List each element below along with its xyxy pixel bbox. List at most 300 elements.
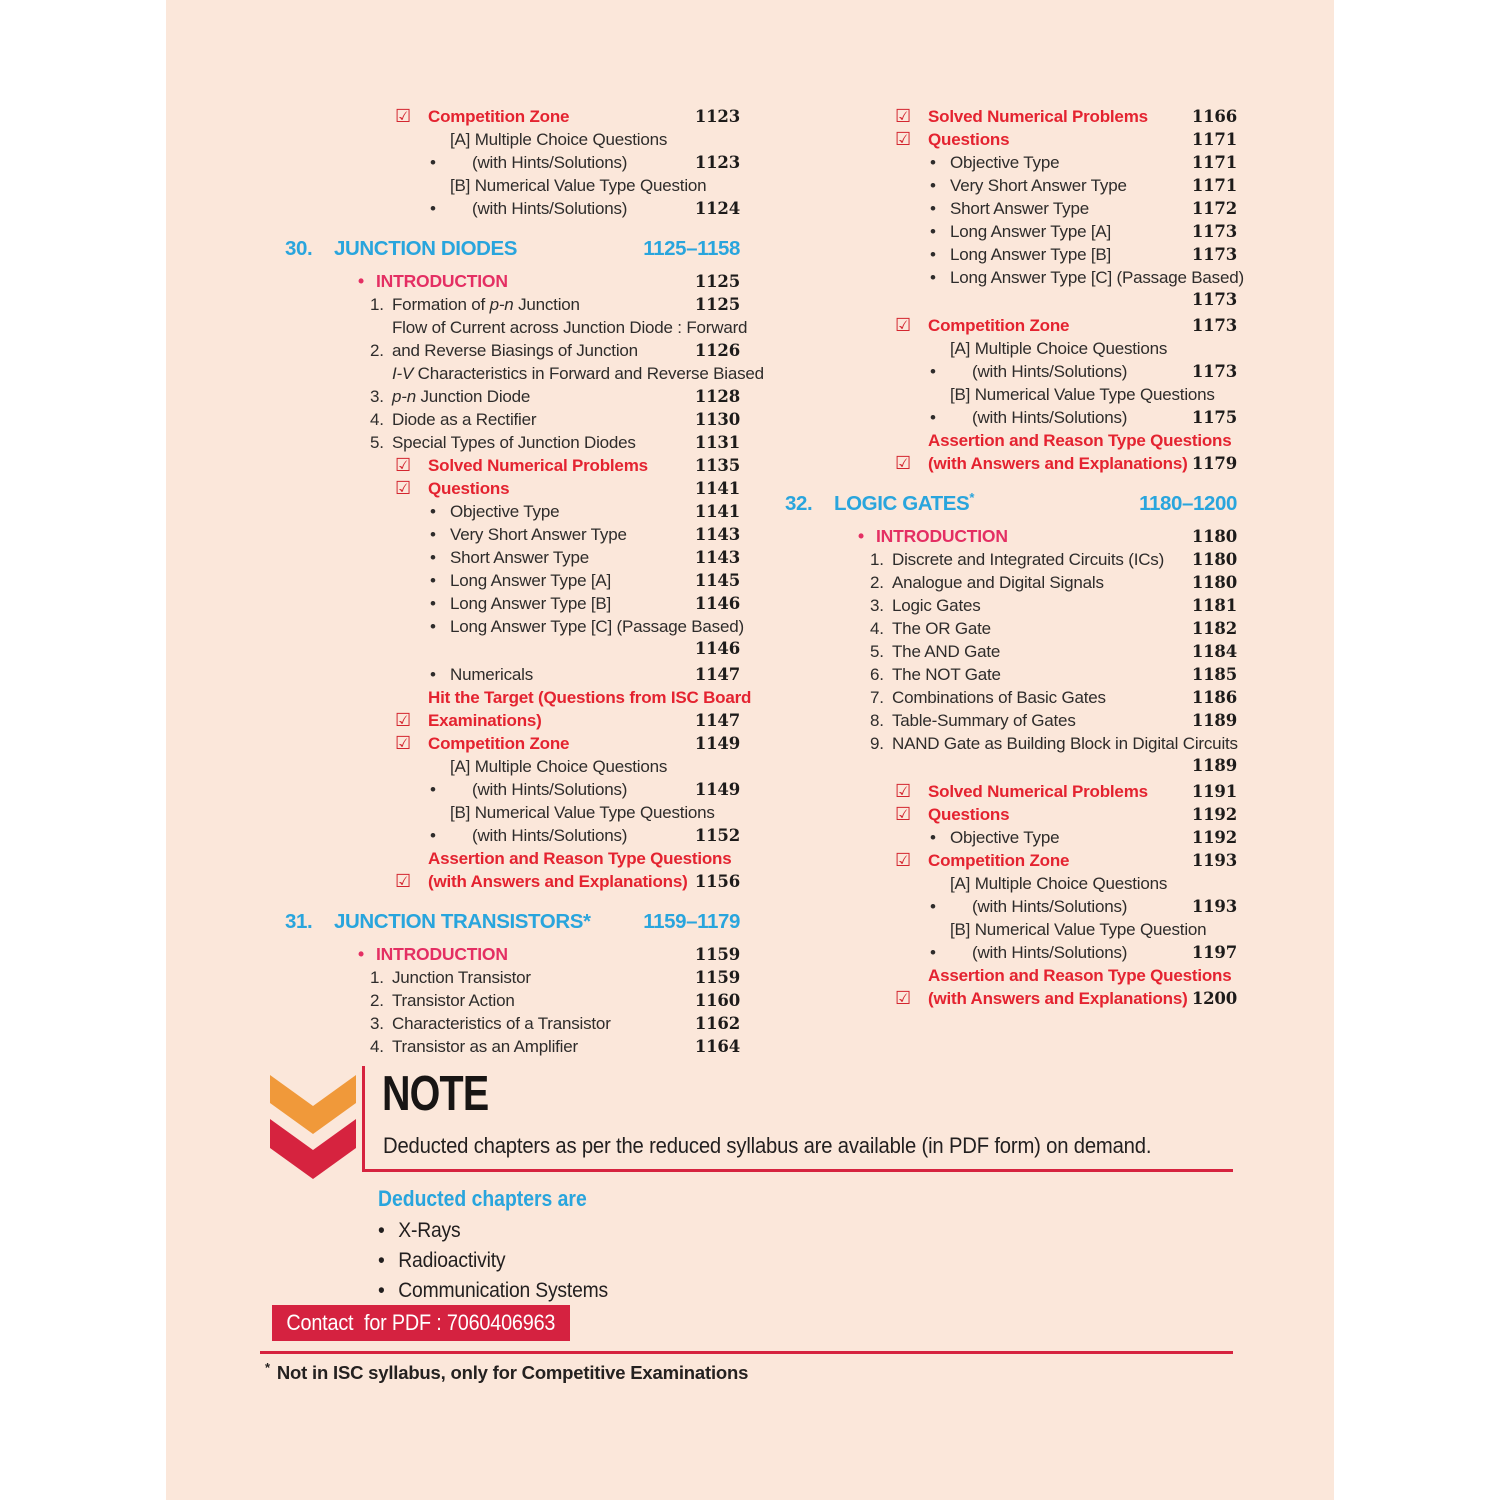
toc-entry: [785, 849, 1237, 872]
toc-entry: [785, 918, 1237, 964]
entry-line: Hit the Target (Questions from ISC Board: [428, 688, 752, 707]
bullet-icon: •: [430, 665, 436, 684]
toc-subitem: [285, 546, 740, 569]
entry-line: Analogue and Digital Signals: [892, 573, 1104, 592]
page-number: 1175: [1191, 408, 1237, 427]
entry-line: Competition Zone: [428, 734, 570, 753]
entry-line: Competition Zone: [928, 316, 1070, 335]
entry-line: Transistor as an Amplifier: [392, 1037, 578, 1056]
item-text: [892, 617, 1186, 640]
intro-label: INTRODUCTION: [876, 526, 1008, 546]
chapter-number: 30.: [285, 237, 313, 260]
page-number: 1159: [694, 945, 740, 964]
entry-line: (with Hints/Solutions): [972, 408, 1128, 427]
bullet-icon: •: [930, 943, 936, 962]
toc-entry: [285, 270, 740, 293]
toc-entry: [285, 293, 740, 316]
toc-entry: [785, 429, 1237, 475]
page-number: 1166: [1191, 107, 1237, 126]
entry-line: Competition Zone: [928, 851, 1070, 870]
toc-subitem: [785, 220, 1237, 243]
page-number: 1181: [1191, 596, 1237, 615]
toc-entry: [285, 454, 740, 477]
item-text: [892, 732, 1237, 755]
bullet-icon: •: [930, 153, 936, 172]
chapter-page-range: 1180–1200: [1139, 492, 1237, 515]
entry-line: Junction Transistor: [392, 968, 531, 987]
item-number: 3.: [370, 1014, 384, 1033]
entry-line: Logic Gates: [892, 596, 981, 615]
bullet-icon: •: [930, 268, 936, 287]
toc-entry: [285, 523, 740, 546]
entry-line: Questions: [928, 805, 1010, 824]
checkbox-icon: ☑: [395, 455, 411, 475]
bullet-icon: •: [930, 222, 936, 241]
page-number: 1200: [1191, 989, 1237, 1008]
bullet-icon: •: [430, 153, 436, 172]
item-number: 9.: [870, 734, 884, 753]
bullet-icon: •: [858, 526, 864, 546]
page-number: 1160: [694, 991, 740, 1010]
entry-line: The AND Gate: [892, 642, 1001, 661]
list-item: [378, 1276, 608, 1306]
entry-line: (with Hints/Solutions): [472, 153, 628, 172]
note-underline: [362, 1169, 1233, 1172]
toc-section: [285, 477, 740, 500]
checkbox-icon: ☑: [895, 315, 911, 335]
note-text: Deducted chapters as per the reduced syllabus are available (in PDF form) on demand.: [383, 1133, 1152, 1158]
toc-entry: [785, 105, 1237, 128]
toc-entry: [285, 105, 740, 128]
toc-column-left: [285, 105, 764, 1058]
toc-item: [285, 293, 740, 316]
item-text: [392, 293, 689, 316]
page-number: 1123: [694, 153, 740, 172]
footnote: [265, 1359, 749, 1384]
item-text: [392, 1035, 689, 1058]
item-number: 8.: [870, 711, 884, 730]
toc-entry: [285, 663, 740, 686]
entry-line: (with Hints/Solutions): [472, 199, 628, 218]
toc-section: [785, 803, 1237, 826]
bullet-icon: •: [430, 826, 436, 845]
toc-entry: [785, 826, 1237, 849]
page-number: 1123: [694, 107, 740, 126]
item-text: [450, 592, 689, 615]
deducted-chapters-heading: Deducted chapters are: [378, 1186, 587, 1211]
bullet-icon: •: [430, 780, 436, 799]
item-text: [892, 548, 1186, 571]
toc-section: [785, 849, 1237, 872]
section-label: [428, 477, 689, 500]
item-text: [892, 594, 1186, 617]
page-number: 1192: [1191, 805, 1237, 824]
toc-entry: [285, 569, 740, 592]
toc-entry: [285, 989, 740, 1012]
entry-line: Numericals: [450, 665, 534, 684]
toc-entry: [285, 943, 740, 966]
toc-subitem: [285, 592, 740, 615]
toc-entry: [785, 686, 1237, 709]
toc-subitem: [785, 337, 1237, 383]
toc-entry: [785, 571, 1237, 594]
item-number: 2.: [370, 341, 384, 360]
section-label: [428, 105, 689, 128]
checkbox-icon: ☑: [395, 106, 411, 126]
item-text: [950, 220, 1186, 243]
bullet-icon: •: [430, 502, 436, 521]
page-number: 1141: [694, 502, 740, 521]
checkbox-icon: ☑: [895, 850, 911, 870]
checkbox-icon: ☑: [895, 781, 911, 801]
entry-line: Competition Zone: [428, 107, 570, 126]
entry-line: Questions: [428, 479, 510, 498]
toc-entry: [785, 732, 1237, 777]
toc-entry: [785, 594, 1237, 617]
item-text: [950, 872, 1186, 918]
contact-pdf-banner: [272, 1305, 570, 1341]
entry-line: Formation of p-n Junction: [392, 295, 580, 314]
toc-subitem: [285, 569, 740, 592]
checkbox-icon: ☑: [895, 106, 911, 126]
toc-intro: [785, 525, 1237, 548]
toc-subitem: [285, 663, 740, 686]
page-number: 1162: [694, 1014, 740, 1033]
page-number: 1147: [694, 665, 740, 684]
toc-subitem: [785, 151, 1237, 174]
item-text: [950, 243, 1186, 266]
page-number: 1156: [694, 872, 740, 891]
toc-intro: [285, 943, 740, 966]
toc-section: [785, 964, 1237, 1010]
toc-entry: [285, 1035, 740, 1058]
entry-line: (with Hints/Solutions): [472, 826, 628, 845]
toc-item: [285, 1035, 740, 1058]
entry-line: (with Answers and Explanations): [928, 454, 1188, 473]
item-number: 7.: [870, 688, 884, 707]
page-number: 1173: [1191, 362, 1237, 381]
toc-subitem: [785, 918, 1237, 964]
chapter-asterisk: *: [969, 490, 974, 506]
toc-item: [285, 408, 740, 431]
page-number: 1143: [694, 525, 740, 544]
toc-entry: [785, 709, 1237, 732]
toc-entry: [285, 316, 748, 362]
entry-line: Flow of Current across Junction Diode : Forward: [392, 318, 748, 337]
item-number: 6.: [870, 665, 884, 684]
toc-item: [285, 316, 748, 362]
footer-rule: [260, 1351, 1233, 1354]
toc-entry: [785, 128, 1237, 151]
toc-subitem: [785, 872, 1237, 918]
toc-entry: [285, 500, 740, 523]
item-text: [892, 571, 1186, 594]
toc-item: [785, 640, 1237, 663]
toc-entry: [785, 964, 1237, 1010]
checkbox-icon: ☑: [895, 804, 911, 824]
entry-line: Examinations): [428, 711, 542, 730]
list-item: [378, 1246, 608, 1276]
toc-entry: [285, 686, 752, 732]
toc-entry: [285, 546, 740, 569]
item-number: 4.: [370, 1037, 384, 1056]
entry-line: (with Hints/Solutions): [972, 362, 1128, 381]
toc-subitem: [285, 523, 740, 546]
page-number: 1180: [1191, 527, 1237, 546]
page-number: 1171: [1191, 176, 1237, 195]
page-number: 1189: [1191, 711, 1237, 730]
entry-line: Objective Type: [950, 828, 1060, 847]
entry-line: Characteristics of a Transistor: [392, 1014, 611, 1033]
section-label: [428, 732, 689, 755]
item-number: 1.: [370, 295, 384, 314]
toc-entry: [785, 803, 1237, 826]
toc-subitem: [785, 197, 1237, 220]
item-number: 2.: [370, 991, 384, 1010]
toc-item: [785, 686, 1237, 709]
entry-line: Assertion and Reason Type Questions: [928, 431, 1232, 450]
entry-line: Long Answer Type [C] (Passage Based): [950, 268, 1244, 287]
bullet-icon: •: [430, 199, 436, 218]
entry-line: (with Answers and Explanations): [428, 872, 688, 891]
chapter-page-range: 1125–1158: [643, 237, 740, 260]
item-text: [450, 174, 707, 220]
page-number: 1149: [694, 780, 740, 799]
bullet-icon: •: [930, 362, 936, 381]
page-number: 1146: [694, 639, 740, 658]
page-number: 1171: [1191, 153, 1237, 172]
bullet-icon: •: [358, 271, 364, 291]
toc-entry: [785, 220, 1237, 243]
bullet-icon: •: [430, 548, 436, 567]
toc-chapter: [785, 490, 1237, 518]
toc-subitem: [285, 500, 740, 523]
entry-line: NAND Gate as Building Block in Digital Circuits: [892, 734, 1238, 753]
item-text: [392, 408, 689, 431]
toc-entry: [285, 615, 744, 660]
entry-line: [A] Multiple Choice Questions: [950, 874, 1168, 893]
bullet-icon: •: [378, 1219, 385, 1242]
entry-line: Solved Numerical Problems: [928, 107, 1148, 126]
entry-line: Questions: [928, 130, 1010, 149]
page-number: 1126: [694, 341, 740, 360]
toc-subitem: [785, 383, 1237, 429]
entry-line: Assertion and Reason Type Questions: [428, 849, 732, 868]
list-item-text: X-Rays: [398, 1219, 461, 1242]
deducted-chapters-list: [378, 1216, 628, 1306]
entry-line: Very Short Answer Type: [950, 176, 1127, 195]
bullet-icon: •: [430, 525, 436, 544]
section-label: [928, 780, 1186, 803]
entry-line: Long Answer Type [C] (Passage Based): [450, 617, 744, 636]
page-number: 1189: [1191, 756, 1237, 775]
toc-entry: [285, 235, 740, 263]
toc-subitem: [285, 128, 740, 174]
toc-entry: [785, 151, 1237, 174]
item-text: [950, 174, 1186, 197]
page-number: 1180: [1191, 573, 1237, 592]
toc-subitem: [785, 266, 1244, 289]
page-number: 1173: [1191, 222, 1237, 241]
bullet-icon: •: [430, 594, 436, 613]
toc-entry: [285, 431, 740, 454]
page-number: 1185: [1191, 665, 1237, 684]
list-item: [378, 1216, 608, 1246]
item-text: [450, 546, 689, 569]
page-number: 1145: [694, 571, 740, 590]
entry-line: p-n Junction Diode: [392, 387, 531, 406]
checkbox-icon: ☑: [895, 453, 911, 473]
page-number: 1192: [1191, 828, 1237, 847]
note-chevron-icon: [270, 1075, 356, 1187]
toc-entry: [785, 780, 1237, 803]
toc-entry: [285, 408, 740, 431]
item-text: [950, 266, 1244, 289]
entry-line: Solved Numerical Problems: [428, 456, 648, 475]
item-number: 1.: [370, 968, 384, 987]
toc-entry: [285, 174, 740, 220]
bullet-icon: •: [930, 176, 936, 195]
bullet-icon: •: [930, 199, 936, 218]
intro-label: INTRODUCTION: [376, 944, 508, 964]
entry-line: Discrete and Integrated Circuits (ICs): [892, 550, 1165, 569]
toc-entry: [785, 383, 1237, 429]
checkbox-icon: ☑: [395, 710, 411, 730]
toc-section: [785, 780, 1237, 803]
toc-subitem: [785, 243, 1237, 266]
entry-line: [B] Numerical Value Type Question: [950, 920, 1207, 939]
page-number: 1191: [1191, 782, 1237, 801]
list-item-text: Communication Systems: [398, 1279, 609, 1302]
entry-line: [B] Numerical Value Type Questions: [450, 803, 715, 822]
page-number: 1193: [1191, 851, 1237, 870]
item-text: [892, 640, 1186, 663]
entry-line: Assertion and Reason Type Questions: [928, 966, 1232, 985]
item-text: [450, 615, 744, 638]
entry-line: and Reverse Biasings of Junction: [392, 341, 638, 360]
toc-entry: [785, 525, 1237, 548]
intro-label: INTRODUCTION: [376, 271, 508, 291]
toc-entry: [785, 174, 1237, 197]
entry-line: [A] Multiple Choice Questions: [450, 757, 668, 776]
toc-entry: [285, 128, 740, 174]
chapter-page-range: 1159–1179: [643, 910, 740, 933]
page-number: 1164: [694, 1037, 740, 1056]
entry-line: The NOT Gate: [892, 665, 1001, 684]
entry-line: Short Answer Type: [950, 199, 1089, 218]
page-number: 1143: [694, 548, 740, 567]
toc-entry: [285, 966, 740, 989]
checkbox-icon: ☑: [395, 733, 411, 753]
item-text: [450, 755, 689, 801]
bullet-icon: •: [378, 1279, 385, 1302]
item-text: [950, 826, 1186, 849]
page-number: 1159: [694, 968, 740, 987]
item-text: [950, 151, 1186, 174]
item-number: 4.: [370, 410, 384, 429]
bullet-icon: •: [430, 571, 436, 590]
list-item-text: Radioactivity: [398, 1249, 506, 1272]
item-text: [450, 801, 715, 847]
entry-line: [B] Numerical Value Type Questions: [950, 385, 1215, 404]
item-text: [392, 989, 689, 1012]
page-number: 1141: [694, 479, 740, 498]
toc-item: [785, 548, 1237, 571]
checkbox-icon: ☑: [895, 988, 911, 1008]
item-text: [950, 337, 1186, 383]
section-label: [928, 105, 1186, 128]
page-number: 1184: [1191, 642, 1237, 661]
item-text: [392, 966, 689, 989]
page-number: 1135: [694, 456, 740, 475]
section-label: [928, 803, 1186, 826]
page-number: 1125: [694, 295, 740, 314]
bullet-icon: •: [430, 617, 436, 636]
toc-entry: [785, 617, 1237, 640]
page-number: 1125: [694, 272, 740, 291]
page-number: 1180: [1191, 550, 1237, 569]
toc-chapter: [285, 235, 740, 263]
toc-intro: [285, 270, 740, 293]
item-text: [892, 709, 1186, 732]
toc-entry: [785, 872, 1237, 918]
page-number: 1173: [1191, 290, 1237, 309]
toc-item: [785, 617, 1237, 640]
toc-entry: [785, 490, 1237, 518]
page-number: 1171: [1191, 130, 1237, 149]
bullet-icon: •: [930, 828, 936, 847]
checkbox-icon: ☑: [395, 478, 411, 498]
toc-subitem: [785, 826, 1237, 849]
toc-subitem: [285, 755, 740, 801]
toc-entry: [785, 640, 1237, 663]
toc-section: [285, 847, 740, 893]
toc-entry: [285, 732, 740, 755]
toc-item: [285, 431, 740, 454]
note-title: NOTE: [382, 1065, 489, 1121]
toc-entry: [285, 755, 740, 801]
toc-item: [785, 732, 1237, 755]
entry-line: (with Hints/Solutions): [972, 943, 1128, 962]
toc-chapter: [285, 908, 740, 936]
toc-entry: [285, 908, 740, 936]
toc-item: [285, 989, 740, 1012]
contact-pdf-label: Contact for PDF : 7060406963: [286, 1310, 556, 1335]
page-number: 1179: [1191, 454, 1237, 473]
toc-item: [285, 1012, 740, 1035]
bullet-icon: •: [358, 944, 364, 964]
chapter-number: 32.: [785, 492, 813, 515]
toc-column-right: [785, 105, 1244, 1010]
entry-line: Transistor Action: [392, 991, 515, 1010]
entry-line: Long Answer Type [B]: [450, 594, 612, 613]
bullet-icon: •: [930, 245, 936, 264]
entry-line: Special Types of Junction Diodes: [392, 433, 636, 452]
entry-line: Diode as a Rectifier: [392, 410, 537, 429]
toc-entry: [285, 1012, 740, 1035]
toc-entry: [285, 362, 764, 408]
toc-item: [285, 966, 740, 989]
toc-section: [285, 454, 740, 477]
item-text: [450, 663, 689, 686]
entry-line: Table-Summary of Gates: [892, 711, 1076, 730]
section-label: [428, 454, 689, 477]
toc-entry: [785, 197, 1237, 220]
toc-entry: [785, 243, 1237, 266]
entry-line: The OR Gate: [892, 619, 991, 638]
item-text: [450, 523, 689, 546]
entry-line: Long Answer Type [A]: [450, 571, 612, 590]
